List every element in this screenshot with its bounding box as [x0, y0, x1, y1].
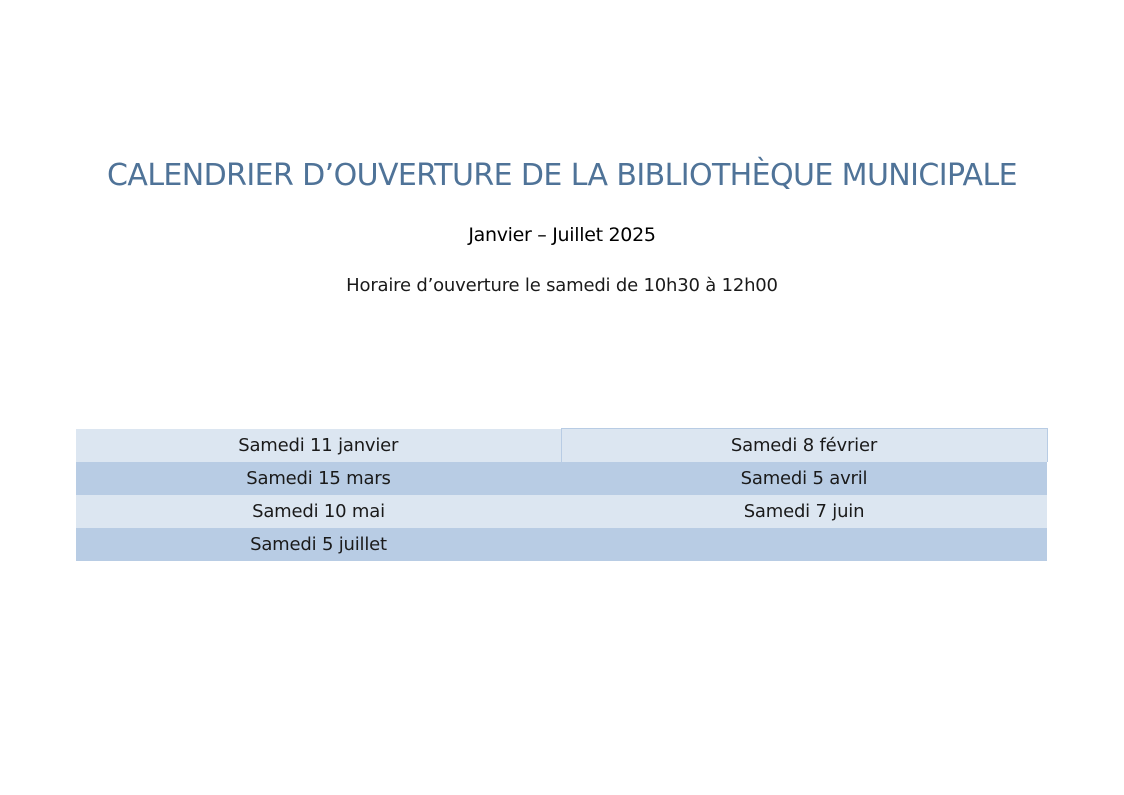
page-title: CALENDRIER D’OUVERTURE DE LA BIBLIOTHÈQUE MUNICIPALE [107, 158, 1017, 193]
opening-dates-table [76, 428, 1048, 561]
date-cell: Samedi 5 avril [561, 462, 1047, 495]
date-range-subtitle: Janvier – Juillet 2025 [468, 224, 656, 246]
table-row [76, 462, 1047, 495]
date-cell: Samedi 10 mai [76, 495, 561, 528]
date-cell: Samedi 8 février [561, 429, 1047, 463]
opening-hours-text: Horaire d’ouverture le samedi de 10h30 à 12h00 [346, 275, 778, 296]
date-cell: Samedi 5 juillet [76, 528, 561, 561]
empty-cell [561, 528, 1047, 561]
date-cell: Samedi 11 janvier [76, 429, 561, 463]
date-cell: Samedi 7 juin [561, 495, 1047, 528]
table-row [76, 528, 1047, 561]
table-row [76, 495, 1047, 528]
date-cell: Samedi 15 mars [76, 462, 561, 495]
table-row [76, 429, 1047, 463]
